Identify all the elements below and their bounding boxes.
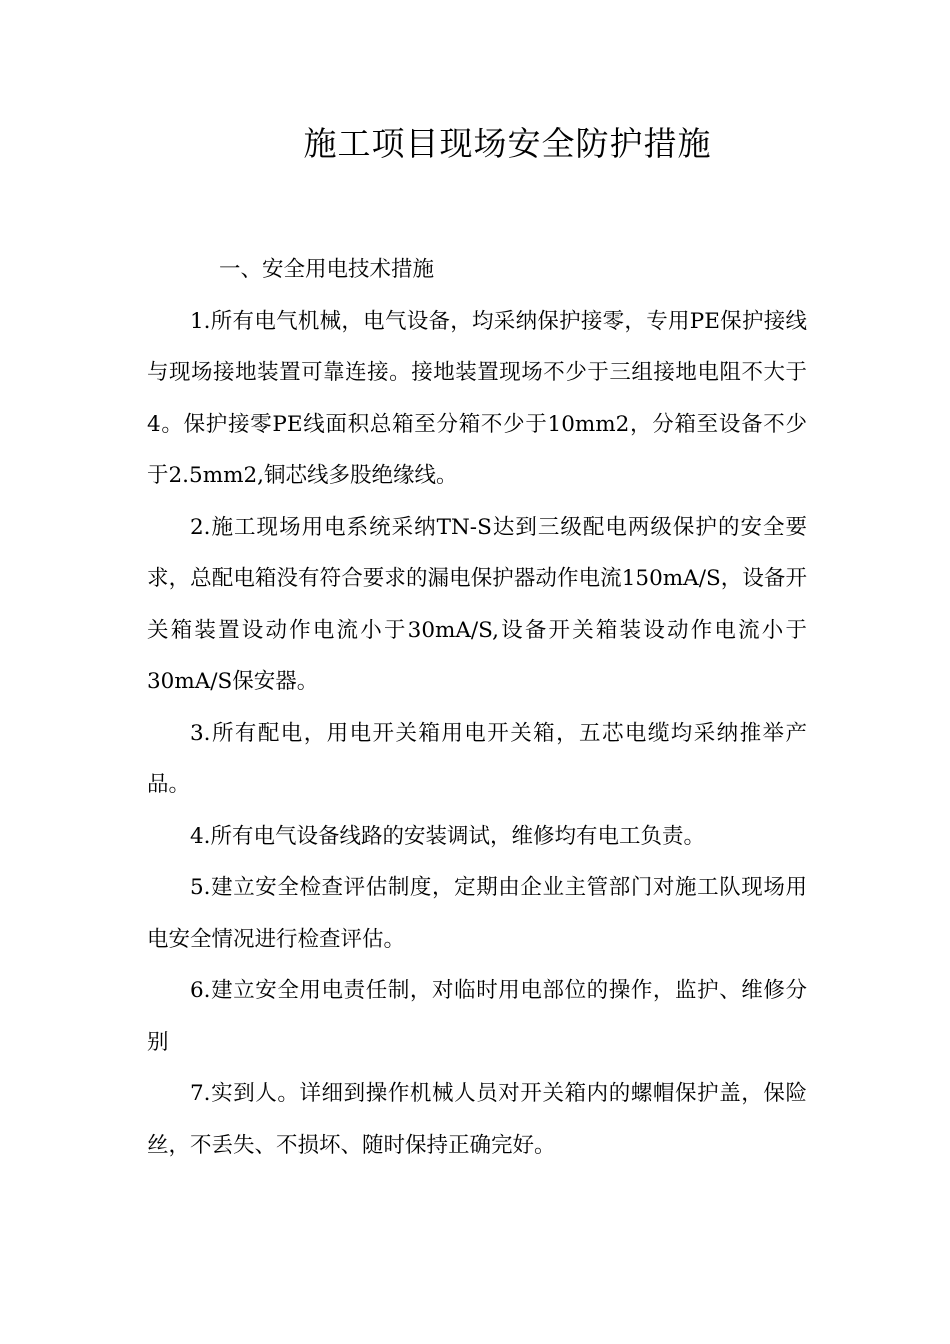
- paragraph-6: 6.建立安全用电责任制，对临时用电部位的操作，监护、维修分别: [147, 978, 807, 1055]
- document-body: [147, 244, 807, 1171]
- paragraph-1: 1.所有电气机械，电气设备，均采纳保护接零，专用PE保护接线与现场接地装置可靠连接。接地装置现场不少于三组接地电阻不大于4。保护接零PE线面积总箱至分箱不少于10mm2，分箱至设备不少于2.5mm2,铜芯线多股绝缘线。: [147, 308, 807, 488]
- paragraph-3: 3.所有配电，用电开关箱用电开关箱，五芯电缆均采纳推举产品。: [147, 720, 807, 797]
- paragraph-4: 4.所有电气设备线路的安装调试，维修均有电工负责。: [190, 823, 706, 849]
- paragraph-7: 7.实到人。详细到操作机械人员对开关箱内的螺帽保护盖，保险丝，不丢失、不损坏、随时保持正确完好。: [147, 1081, 807, 1158]
- section-heading: 一、安全用电技术措施: [219, 257, 435, 282]
- paragraph-5: 5.建立安全检查评估制度，定期由企业主管部门对施工队现场用电安全情况进行检查评估。: [147, 875, 807, 952]
- paragraph-2: 2.施工现场用电系统采纳TN-S达到三级配电两级保护的安全要求，总配电箱没有符合要求的漏电保护器动作电流150mA/S，设备开关箱装置设动作电流小于30mA/S,设备开关箱装设动作电流小于30mA/S保安器。: [147, 514, 807, 694]
- document-title: 施工项目现场安全防护措施: [303, 124, 712, 163]
